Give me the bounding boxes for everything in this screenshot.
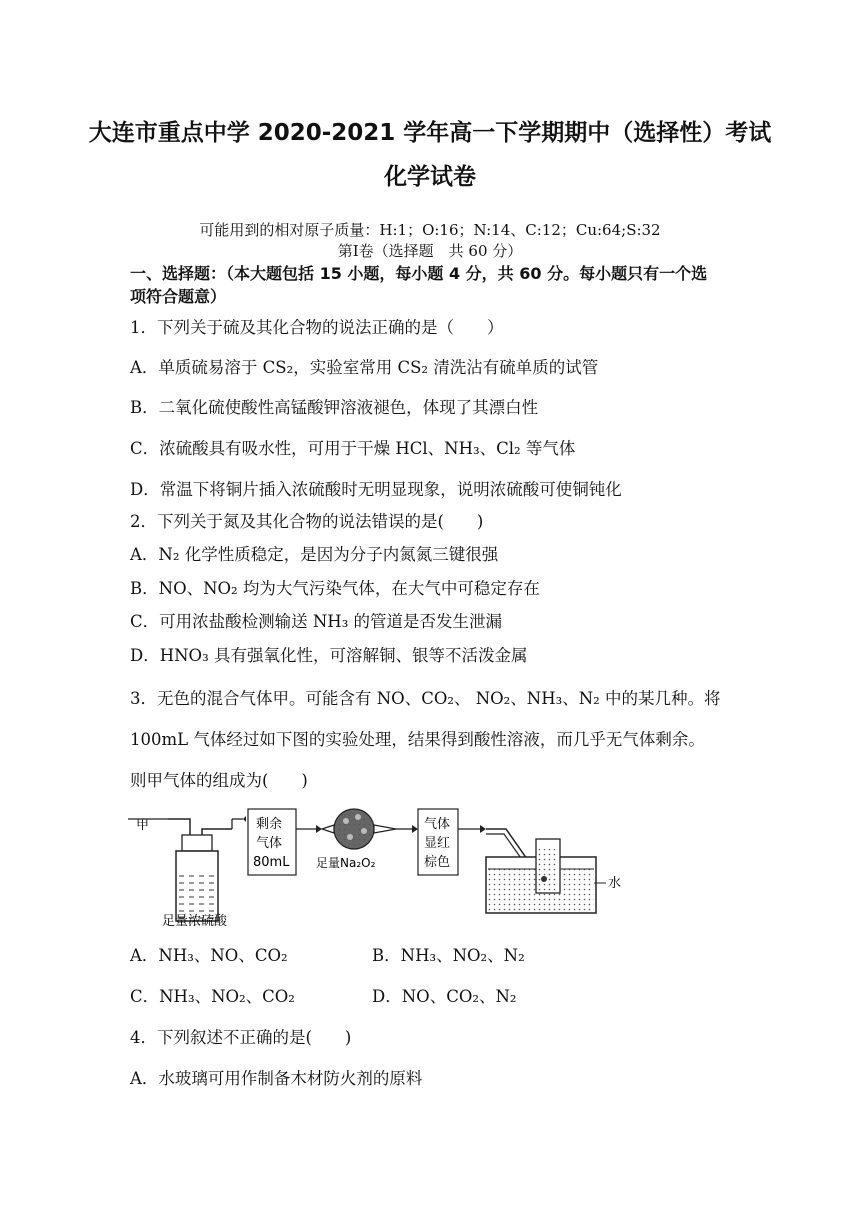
q3-option-c: C．NH₃、NO₂、CO₂ [130,987,295,1006]
q3-stem-line1: 3．无色的混合气体甲。可能含有 NO、CO₂、 NO₂、NH₃、N₂ 中的某几种。将 [130,689,721,708]
page-subtitle: 化学试卷 [384,164,476,190]
q2-option-a: A．N₂ 化学性质稳定，是因为分子内氮氮三键很强 [130,545,499,564]
experiment-diagram [128,803,648,931]
q3-stem-line2: 100mL 气体经过如下图的实验处理，结果得到酸性溶液，而几乎无气体剩余。 [130,730,705,749]
na2o2-tube [322,809,396,849]
q1-option-c: C．浓硫酸具有吸水性，可用于干燥 HCl、NH₃、Cl₂ 等气体 [130,439,576,458]
box2-line1: 气体 [424,817,451,832]
volume-heading: 第Ⅰ卷（选择题 共 60 分） [337,242,523,260]
q1-option-a: A．单质硫易溶于 CS₂，实验室常用 CS₂ 清洗沾有硫单质的试管 [130,358,599,377]
wash-bottle [168,819,243,921]
q3-option-b: B．NH₃、NO₂、N₂ [372,946,525,965]
q2-stem: 2．下列关于氮及其化合物的说法错误的是( ) [130,512,484,531]
q2-option-c: C．可用浓盐酸检测输送 NH₃ 的管道是否发生泄漏 [130,612,503,631]
box1-line1: 剩余 [256,817,283,832]
q1-option-d: D．常温下将铜片插入浓硫酸时无明显现象，说明浓硫酸可使铜钝化 [130,480,622,499]
q4-option-a: A．水玻璃可用作制备木材防火剂的原料 [130,1069,423,1088]
q3-option-d: D．NO、CO₂、N₂ [372,987,517,1006]
section-heading-line1: 一、选择题：（本大题包括 15 小题，每小题 4 分，共 60 分。每小题只有一个选 [130,264,708,283]
section-heading-line2: 项符合题意） [130,287,227,306]
box2-line2: 显红 [424,836,451,851]
water-trough [486,829,606,913]
acid-label: 足量浓硫酸 [162,914,228,929]
atomic-mass-note: 可能用到的相对原子质量：H:1；O:16；N:14、C:12；Cu:64;S:32 [199,221,661,239]
q4-stem: 4．下列叙述不正确的是( ) [130,1028,352,1047]
q1-stem: 1．下列关于硫及其化合物的说法正确的是（ ） [130,318,504,337]
box2-line3: 棕色 [424,855,451,870]
q2-option-b: B．NO、NO₂ 均为大气污染气体，在大气中可稳定存在 [130,579,540,598]
box1-line3: 80mL [253,855,290,870]
q2-option-d: D．HNO₃ 具有强氧化性，可溶解铜、银等不活泼金属 [130,646,528,665]
gas-jia-label: 甲 [136,818,150,833]
box1-line2: 气体 [256,836,283,851]
q3-option-a: A．NH₃、NO、CO₂ [130,946,288,965]
page-title: 大连市重点中学 2020-2021 学年高一下学期期中（选择性）考试 [88,120,772,146]
na2o2-label: 足量Na₂O₂ [316,856,376,870]
q3-stem-line3: 则甲气体的组成为( ) [130,771,308,790]
q1-option-b: B．二氧化硫使酸性高锰酸钾溶液褪色，体现了其漂白性 [130,398,539,417]
water-label: 水 [608,876,622,891]
